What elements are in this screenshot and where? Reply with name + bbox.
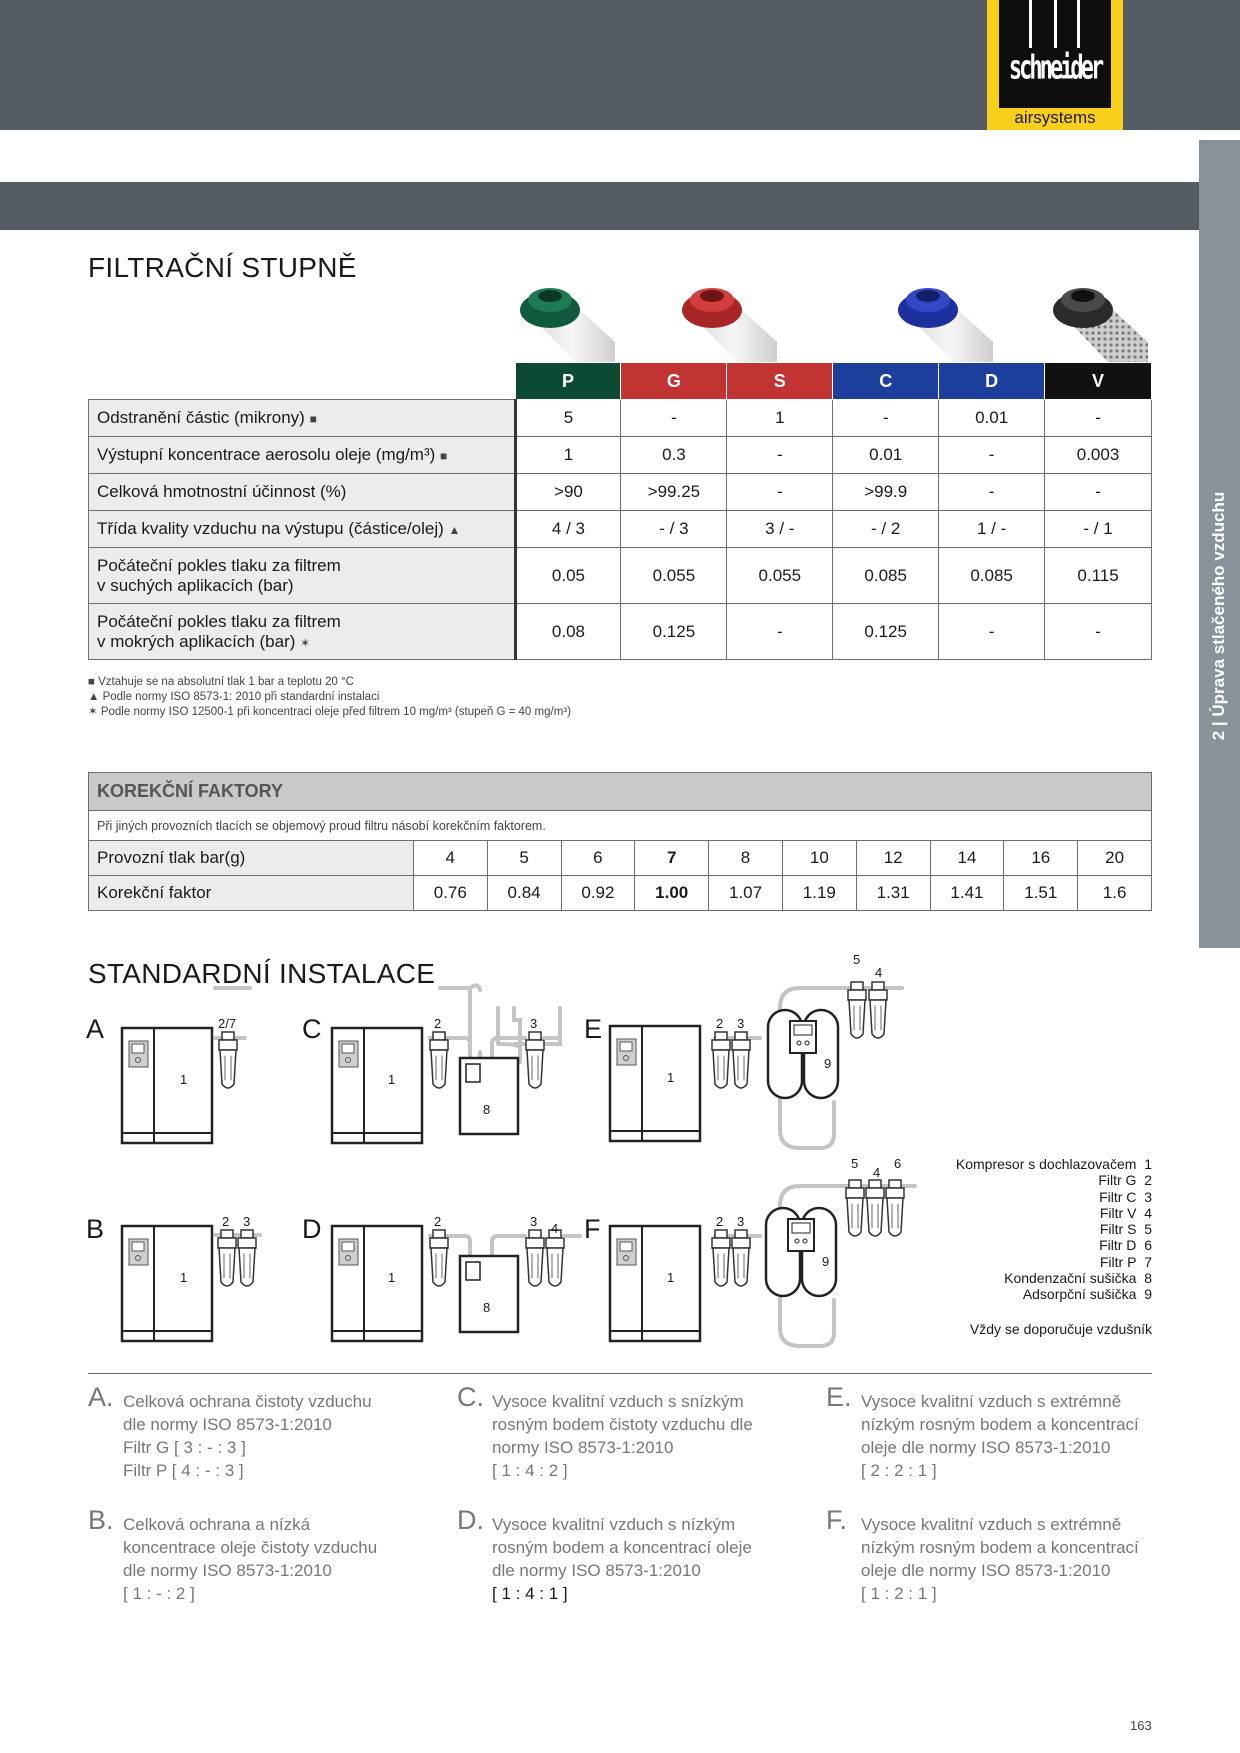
table-row bbox=[89, 548, 1152, 604]
footnote: ✶ Podle normy ISO 12500-1 při koncentraci oleje před filtrem 10 mg/m³ (stupeň G = 40 mg/m³) bbox=[88, 706, 571, 718]
compressor-number: 1 bbox=[667, 1270, 675, 1285]
row-label: Třída kvality vzduchu na výstupu (částice/olej) ▲ bbox=[89, 511, 516, 548]
table-cell: - bbox=[727, 437, 833, 474]
legend-item: Filtr P 7 bbox=[1099, 1253, 1152, 1270]
table-cell: 0.085 bbox=[833, 548, 939, 604]
correction-description: Při jiných provozních tlacích se objemový proud filtru násobí korekčním faktorem. bbox=[89, 811, 1152, 841]
table-cell: 0.84 bbox=[487, 876, 561, 911]
table-cell: 0.01 bbox=[833, 437, 939, 474]
table-cell: 1 bbox=[727, 400, 833, 437]
table-cell: 1 bbox=[515, 437, 621, 474]
table-cell: - bbox=[939, 474, 1045, 511]
filter-number: 2 bbox=[434, 1214, 442, 1229]
table-cell: 8 bbox=[709, 841, 783, 876]
col-header-g: G bbox=[621, 363, 727, 400]
filter-number: 4 bbox=[875, 965, 883, 980]
filter-number: 3 bbox=[243, 1214, 251, 1229]
table-cell: 5 bbox=[515, 400, 621, 437]
col-header-v: V bbox=[1045, 363, 1152, 400]
installation-diagrams bbox=[80, 950, 900, 1350]
description-a: A. Celková ochrana čistoty vzduchu dle normy ISO 8573-1:2010 Filtr G [ 3 : - : 3 ] Filtr P [ 4 : - : 3 ] bbox=[88, 1382, 372, 1480]
table-cell: 14 bbox=[930, 841, 1004, 876]
table-cell: - bbox=[939, 437, 1045, 474]
table-cell: 1 / - bbox=[939, 511, 1045, 548]
col-header-c: C bbox=[833, 363, 939, 400]
row-label: Výstupní koncentrace aerosolu oleje (mg/m³) ■ bbox=[89, 437, 516, 474]
table-cell: 0.05 bbox=[515, 548, 621, 604]
page-number: 163 bbox=[1130, 1718, 1152, 1733]
legend-item: Filtr S 5 bbox=[1099, 1221, 1152, 1238]
table-cell: 1.31 bbox=[856, 876, 930, 911]
table-cell: 0.125 bbox=[621, 604, 727, 660]
table-cell: 1.51 bbox=[1004, 876, 1078, 911]
filter-number: 6 bbox=[894, 1156, 902, 1171]
footnote: ■ Vztahuje se na absolutní tlak 1 bar a teplotu 20 °C bbox=[88, 676, 354, 688]
brand-name: schneider bbox=[1008, 50, 1102, 88]
table-cell: - bbox=[1045, 400, 1152, 437]
table-cell: 0.085 bbox=[939, 548, 1045, 604]
table-cell: >99.9 bbox=[833, 474, 939, 511]
filter-number: 3 bbox=[737, 1016, 745, 1031]
table-cell: - bbox=[727, 604, 833, 660]
legend-item: Kondenzační sušička 8 bbox=[1004, 1270, 1152, 1287]
table-cell: - bbox=[939, 604, 1045, 660]
table-cell: 10 bbox=[782, 841, 856, 876]
filter-cartridge-p-image bbox=[515, 282, 615, 364]
table-cell: 0.3 bbox=[621, 437, 727, 474]
table-cell: 7 bbox=[635, 841, 709, 876]
legend-item: Adsorpční sušička 9 bbox=[1022, 1286, 1152, 1303]
table-cell: 1.00 bbox=[635, 876, 709, 911]
filter-number: 4 bbox=[873, 1165, 881, 1180]
filter-number: 2/7 bbox=[218, 1016, 237, 1031]
table-cell: 0.08 bbox=[515, 604, 621, 660]
brand-sub: airsystems bbox=[1014, 108, 1096, 127]
diagram-letter-b: B bbox=[86, 1214, 105, 1244]
table-cell: - bbox=[1045, 604, 1152, 660]
table-cell: - / 1 bbox=[1045, 511, 1152, 548]
table-cell: - / 3 bbox=[621, 511, 727, 548]
brand-logo bbox=[987, 0, 1123, 130]
legend-item: Kompresor s dochlazovačem 1 bbox=[955, 1156, 1152, 1172]
col-header-d: D bbox=[939, 363, 1045, 400]
diagram-letter-c: C bbox=[302, 1014, 322, 1044]
table-cell: 1.41 bbox=[930, 876, 1004, 911]
table-cell: 1.6 bbox=[1078, 876, 1152, 911]
row-label: Odstranění částic (mikrony) ■ bbox=[89, 400, 516, 437]
table-cell: - / 2 bbox=[833, 511, 939, 548]
table-cell: 4 bbox=[413, 841, 487, 876]
footnotes bbox=[88, 675, 571, 720]
table-cell: 6 bbox=[561, 841, 635, 876]
table-cell: 3 / - bbox=[727, 511, 833, 548]
legend-item: Filtr G 2 bbox=[1098, 1172, 1152, 1189]
table-cell: 5 bbox=[487, 841, 561, 876]
row-label: Celková hmotnostní účinnost (%) bbox=[89, 474, 516, 511]
footnote: ▲ Podle normy ISO 8573-1: 2010 při standardní instalaci bbox=[88, 691, 380, 703]
table-cell: - bbox=[621, 400, 727, 437]
table-row bbox=[89, 437, 1152, 474]
diagram-letter-a: A bbox=[86, 1014, 105, 1044]
diagram-letter-d: D bbox=[302, 1214, 322, 1244]
description-e: E. Vysoce kvalitní vzduch s extrémně nízkým rosným bodem a koncentrací oleje dle normy ISO 8573-1:2010 [ 2 : 2 : 1 ] bbox=[826, 1382, 1139, 1480]
filter-cartridge-g-image bbox=[677, 282, 777, 364]
compressor-number: 1 bbox=[180, 1072, 188, 1087]
filter-number: 5 bbox=[853, 952, 861, 967]
col-header-p: P bbox=[515, 363, 621, 400]
filters-title: FILTRAČNÍ STUPNĚ bbox=[88, 252, 357, 283]
table-row bbox=[89, 876, 1152, 911]
dryer-number: 8 bbox=[483, 1300, 491, 1315]
install-title: STANDARDNÍ INSTALACE bbox=[88, 958, 436, 989]
filter-number: 2 bbox=[716, 1214, 724, 1229]
divider bbox=[88, 1373, 1152, 1374]
table-row bbox=[89, 400, 1152, 437]
table-cell: 16 bbox=[1004, 841, 1078, 876]
table-cell: >90 bbox=[515, 474, 621, 511]
filter-number: 3 bbox=[737, 1214, 745, 1229]
table-cell: 0.055 bbox=[727, 548, 833, 604]
description-d: D. Vysoce kvalitní vzduch s nízkým rosným bodem a koncentrací oleje dle normy ISO 8573-1:2010 [ 1 : 4 : 1 ] bbox=[457, 1505, 752, 1603]
table-cell: >99.25 bbox=[621, 474, 727, 511]
table-cell: 0.055 bbox=[621, 548, 727, 604]
receiver-advice: Vždy se doporučuje vzdušník bbox=[969, 1321, 1152, 1337]
table-cell: 0.76 bbox=[413, 876, 487, 911]
table-cell: 20 bbox=[1078, 841, 1152, 876]
legend-item: Filtr D 6 bbox=[1099, 1237, 1152, 1254]
table-cell: 1.07 bbox=[709, 876, 783, 911]
table-row bbox=[89, 841, 1152, 876]
diagram-letter-f: F bbox=[584, 1214, 601, 1244]
pressure-label: Provozní tlak bar(g) bbox=[89, 841, 414, 876]
compressor-number: 1 bbox=[180, 1270, 188, 1285]
dryer-number: 9 bbox=[824, 1056, 832, 1071]
compressor-number: 1 bbox=[667, 1070, 675, 1085]
diagram-legend bbox=[880, 1156, 1152, 1303]
table-row bbox=[89, 511, 1152, 548]
filter-number: 4 bbox=[551, 1221, 559, 1236]
table-cell: 12 bbox=[856, 841, 930, 876]
table-cell: 1.19 bbox=[782, 876, 856, 911]
section-bar bbox=[0, 182, 1199, 230]
dryer-number: 8 bbox=[483, 1102, 491, 1117]
compressor-number: 1 bbox=[388, 1270, 396, 1285]
table-row bbox=[89, 604, 1152, 660]
correction-factor-table bbox=[88, 772, 1152, 911]
filter-number: 2 bbox=[434, 1016, 442, 1031]
legend-item: Filtr V 4 bbox=[1099, 1204, 1152, 1221]
filter-number: 2 bbox=[222, 1214, 230, 1229]
table-cell: 0.125 bbox=[833, 604, 939, 660]
table-cell: 0.01 bbox=[939, 400, 1045, 437]
filter-cartridge-c-image bbox=[893, 282, 993, 364]
filter-number: 3 bbox=[530, 1214, 538, 1229]
legend-item: Filtr C 3 bbox=[1099, 1188, 1152, 1205]
filter-number: 2 bbox=[716, 1016, 724, 1031]
correction-title: KOREKČNÍ FAKTORY bbox=[89, 773, 1152, 811]
row-label: Počáteční pokles tlaku za filtrem v suchých aplikacích (bar) bbox=[89, 548, 516, 604]
description-b: B. Celková ochrana a nízká koncentrace oleje čistoty vzduchu dle normy ISO 8573-1:2010 [ 1 : - : 2 ] bbox=[88, 1505, 378, 1603]
table-cell: 0.003 bbox=[1045, 437, 1152, 474]
factor-label: Korekční faktor bbox=[89, 876, 414, 911]
filter-table-header bbox=[89, 363, 1152, 400]
table-cell: 4 / 3 bbox=[515, 511, 621, 548]
filter-number: 3 bbox=[530, 1016, 538, 1031]
filter-number: 5 bbox=[851, 1156, 859, 1171]
table-row bbox=[89, 474, 1152, 511]
compressor-number: 1 bbox=[388, 1072, 396, 1087]
table-cell: 0.115 bbox=[1045, 548, 1152, 604]
table-cell: - bbox=[727, 474, 833, 511]
dryer-number: 9 bbox=[822, 1254, 830, 1269]
table-cell: 0.92 bbox=[561, 876, 635, 911]
col-header-s: S bbox=[727, 363, 833, 400]
header-blank bbox=[89, 363, 516, 400]
description-c: C. Vysoce kvalitní vzduch s snízkým rosným bodem čistoty vzduchu dle normy ISO 8573-1:2010 [ 1 : 4 : 2 ] bbox=[457, 1382, 753, 1480]
diagram-letter-e: E bbox=[584, 1014, 603, 1044]
table-cell: - bbox=[1045, 474, 1152, 511]
table-cell: - bbox=[833, 400, 939, 437]
description-f: F. Vysoce kvalitní vzduch s extrémně nízkým rosným bodem a koncentrací oleje dle normy ISO 8573-1:2010 [ 1 : 2 : 1 ] bbox=[826, 1505, 1139, 1603]
filter-grades-table bbox=[88, 362, 1152, 660]
row-label: Počáteční pokles tlaku za filtrem v mokrých aplikacích (bar) ✶ bbox=[89, 604, 516, 660]
side-tab-label: 2 | Úprava stlačeného vzduchu bbox=[1209, 491, 1228, 741]
filter-cartridge-v-image bbox=[1048, 282, 1148, 364]
